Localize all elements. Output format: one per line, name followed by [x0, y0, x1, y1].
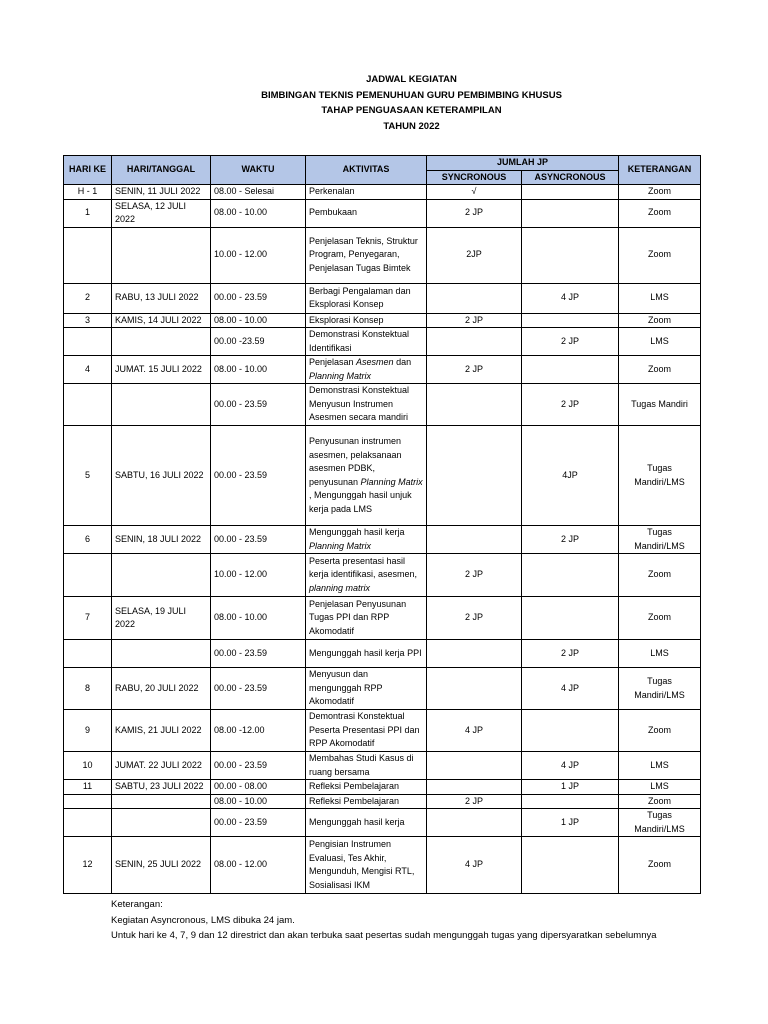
cell-keterangan: Zoom: [619, 199, 701, 227]
cell-syncronous: [427, 526, 522, 554]
cell-hari-tanggal: [112, 227, 211, 283]
cell-waktu: 00.00 - 08.00: [211, 780, 306, 795]
cell-aktivitas: Refleksi Pembelajaran: [306, 794, 427, 809]
cell-keterangan: LMS: [619, 328, 701, 356]
cell-aktivitas: Demonstrasi Konstektual Identifikasi: [306, 328, 427, 356]
table-row: [64, 794, 701, 809]
cell-keterangan: Zoom: [619, 227, 701, 283]
cell-syncronous: 2 JP: [427, 597, 522, 640]
cell-asyncronous: 1 JP: [522, 809, 619, 837]
cell-hari-ke: 4: [64, 356, 112, 384]
cell-keterangan: Zoom: [619, 837, 701, 894]
cell-hari-tanggal: KAMIS, 14 JULI 2022: [112, 313, 211, 328]
table-row: [64, 227, 701, 283]
cell-aktivitas: Refleksi Pembelajaran: [306, 780, 427, 795]
cell-keterangan: Zoom: [619, 313, 701, 328]
cell-hari-ke: [64, 384, 112, 426]
header-syncronous: SYNCRONOUS: [427, 170, 522, 185]
cell-waktu: 00.00 - 23.59: [211, 526, 306, 554]
cell-hari-ke: [64, 640, 112, 668]
cell-hari-ke: 7: [64, 597, 112, 640]
table-row: [64, 837, 701, 894]
table-row: [64, 780, 701, 795]
cell-hari-ke: 6: [64, 526, 112, 554]
cell-aktivitas: [306, 426, 427, 526]
cell-syncronous: [427, 780, 522, 795]
table-header: [64, 156, 701, 185]
cell-keterangan: Tugas Mandiri: [619, 384, 701, 426]
aktivitas-text: Planning Matrix: [309, 370, 372, 381]
cell-aktivitas: Berbagi Pengalaman dan Eksplorasi Konsep: [306, 283, 427, 313]
title-line-3: TAHAP PENGUASAAN KETERAMPILAN: [321, 105, 502, 116]
cell-waktu: 10.00 - 12.00: [211, 227, 306, 283]
cell-hari-ke: 3: [64, 313, 112, 328]
cell-hari-ke: 12: [64, 837, 112, 894]
cell-hari-ke: 10: [64, 752, 112, 780]
cell-syncronous: [427, 668, 522, 710]
header-jumlah-jp: JUMLAH JP: [427, 156, 619, 171]
cell-asyncronous: [522, 227, 619, 283]
cell-asyncronous: 4 JP: [522, 752, 619, 780]
cell-hari-ke: H - 1: [64, 185, 112, 200]
table-row: [64, 199, 701, 227]
aktivitas-text: Penjelasan: [309, 357, 357, 367]
cell-hari-tanggal: JUMAT. 15 JULI 2022: [112, 356, 211, 384]
cell-waktu: 00.00 -23.59: [211, 328, 306, 356]
cell-aktivitas: [306, 554, 427, 597]
cell-waktu: 08.00 - 10.00: [211, 356, 306, 384]
cell-keterangan: Zoom: [619, 356, 701, 384]
cell-waktu: 00.00 - 23.59: [211, 752, 306, 780]
cell-aktivitas: Menyusun dan mengunggah RPP Akomodatif: [306, 668, 427, 710]
aktivitas-text: Asesmen: [356, 357, 394, 367]
cell-hari-tanggal: SENIN, 25 JULI 2022: [112, 837, 211, 894]
table-row: [64, 752, 701, 780]
cell-aktivitas: Demontrasi Konstektual Peserta Presentasi PPI dan RPP Akomodatif: [306, 710, 427, 752]
cell-hari-tanggal: RABU, 20 JULI 2022: [112, 668, 211, 710]
cell-syncronous: [427, 426, 522, 526]
cell-waktu: 08.00 -12.00: [211, 710, 306, 752]
cell-syncronous: 2 JP: [427, 313, 522, 328]
notes-line-1: Kegiatan Asyncronous, LMS dibuka 24 jam.: [111, 914, 295, 926]
cell-keterangan: Zoom: [619, 597, 701, 640]
cell-keterangan: LMS: [619, 780, 701, 795]
cell-waktu: 08.00 - Selesai: [211, 185, 306, 200]
table-body: [64, 185, 701, 894]
cell-asyncronous: 4 JP: [522, 668, 619, 710]
cell-keterangan: Zoom: [619, 185, 701, 200]
title-line-1: JADWAL KEGIATAN: [366, 74, 457, 85]
cell-hari-ke: [64, 328, 112, 356]
cell-aktivitas: Mengunggah hasil kerja: [306, 809, 427, 837]
cell-hari-tanggal: SENIN, 18 JULI 2022: [112, 526, 211, 554]
cell-waktu: 08.00 - 10.00: [211, 794, 306, 809]
cell-asyncronous: 4JP: [522, 426, 619, 526]
cell-waktu: 08.00 - 10.00: [211, 597, 306, 640]
header-waktu: WAKTU: [211, 156, 306, 185]
table-row: [64, 426, 701, 526]
cell-hari-ke: [64, 809, 112, 837]
cell-syncronous: 2 JP: [427, 794, 522, 809]
table-row: [64, 313, 701, 328]
cell-hari-ke: 1: [64, 199, 112, 227]
cell-asyncronous: [522, 794, 619, 809]
cell-syncronous: 4 JP: [427, 837, 522, 894]
notes-label: Keterangan:: [111, 899, 163, 910]
cell-hari-ke: 11: [64, 780, 112, 795]
cell-asyncronous: 4 JP: [522, 283, 619, 313]
cell-syncronous: [427, 809, 522, 837]
cell-syncronous: [427, 752, 522, 780]
cell-asyncronous: [522, 837, 619, 894]
table-row: [64, 328, 701, 356]
cell-keterangan: Tugas Mandiri/LMS: [619, 668, 701, 710]
cell-waktu: 08.00 - 10.00: [211, 199, 306, 227]
cell-hari-tanggal: SELASA, 12 JULI 2022: [112, 199, 211, 227]
cell-asyncronous: 2 JP: [522, 328, 619, 356]
cell-hari-tanggal: SENIN, 11 JULI 2022: [112, 185, 211, 200]
cell-hari-tanggal: [112, 640, 211, 668]
title-line-4: TAHUN 2022: [383, 120, 440, 132]
cell-waktu: 00.00 - 23.59: [211, 809, 306, 837]
table-row: [64, 640, 701, 668]
aktivitas-text: planning matrix: [309, 582, 371, 593]
cell-waktu: 00.00 - 23.59: [211, 426, 306, 526]
cell-asyncronous: [522, 313, 619, 328]
cell-waktu: 00.00 - 23.59: [211, 384, 306, 426]
cell-syncronous: [427, 283, 522, 313]
cell-syncronous: [427, 328, 522, 356]
cell-keterangan: Tugas Mandiri/LMS: [619, 809, 701, 837]
cell-asyncronous: [522, 185, 619, 200]
cell-hari-tanggal: [112, 384, 211, 426]
aktivitas-text: Penyusunan instrumen asesmen, pelaksanaan asesmen PDBK, penyusunan: [309, 436, 402, 487]
cell-asyncronous: [522, 597, 619, 640]
cell-asyncronous: [522, 710, 619, 752]
table-row: [64, 554, 701, 597]
cell-hari-tanggal: JUMAT. 22 JULI 2022: [112, 752, 211, 780]
cell-waktu: 10.00 - 12.00: [211, 554, 306, 597]
cell-waktu: 08.00 - 10.00: [211, 313, 306, 328]
table-row: [64, 356, 701, 384]
cell-asyncronous: 2 JP: [522, 526, 619, 554]
cell-hari-tanggal: [112, 328, 211, 356]
cell-hari-ke: [64, 227, 112, 283]
cell-asyncronous: [522, 554, 619, 597]
header-hari-ke: HARI KE: [64, 156, 112, 185]
cell-hari-ke: 5: [64, 426, 112, 526]
cell-asyncronous: 2 JP: [522, 640, 619, 668]
cell-keterangan: LMS: [619, 283, 701, 313]
cell-aktivitas: [306, 356, 427, 384]
aktivitas-text: dan: [393, 357, 412, 367]
cell-keterangan: Tugas Mandiri/LMS: [619, 526, 701, 554]
cell-syncronous: [427, 640, 522, 668]
table-row: [64, 710, 701, 752]
cell-syncronous: 2JP: [427, 227, 522, 283]
cell-syncronous: 2 JP: [427, 199, 522, 227]
cell-syncronous: 2 JP: [427, 554, 522, 597]
table-row: [64, 185, 701, 200]
header-hari-tanggal: HARI/TANGGAL: [112, 156, 211, 185]
cell-waktu: 08.00 - 12.00: [211, 837, 306, 894]
cell-asyncronous: [522, 356, 619, 384]
notes-line-2: Untuk hari ke 4, 7, 9 dan 12 direstrict dan akan terbuka saat pesertas sudah mengunggah tugas yang dipersyaratkan sebelumnya: [111, 930, 657, 941]
cell-hari-tanggal: SELASA, 19 JULI 2022: [112, 597, 211, 640]
cell-hari-ke: 9: [64, 710, 112, 752]
aktivitas-text: Planning Matrix: [309, 540, 372, 551]
table-row: [64, 384, 701, 426]
aktivitas-text: Peserta presentasi hasil kerja identifikasi, asesmen,: [309, 555, 418, 580]
cell-asyncronous: 1 JP: [522, 780, 619, 795]
cell-hari-tanggal: [112, 809, 211, 837]
cell-hari-ke: [64, 794, 112, 809]
cell-keterangan: LMS: [619, 640, 701, 668]
cell-aktivitas: Pengisian Instrumen Evaluasi, Tes Akhir, Mengunduh, Mengisi RTL, Sosialisasi IKM: [306, 837, 427, 894]
cell-aktivitas: Eksplorasi Konsep: [306, 313, 427, 328]
aktivitas-text: Mengunggah hasil kerja: [309, 527, 405, 537]
schedule-table: [63, 155, 701, 894]
cell-hari-ke: 8: [64, 668, 112, 710]
table-row: [64, 283, 701, 313]
cell-syncronous: 4 JP: [427, 710, 522, 752]
cell-keterangan: LMS: [619, 752, 701, 780]
cell-aktivitas: Penjelasan Penyusunan Tugas PPI dan RPP Akomodatif: [306, 597, 427, 640]
cell-aktivitas: [306, 526, 427, 554]
cell-hari-ke: [64, 554, 112, 597]
cell-hari-tanggal: SABTU, 16 JULI 2022: [112, 426, 211, 526]
cell-waktu: 00.00 - 23.59: [211, 668, 306, 710]
aktivitas-text: , Mengunggah hasil unjuk kerja pada LMS: [309, 490, 412, 514]
notes-section: [111, 897, 657, 944]
cell-aktivitas: Mengunggah hasil kerja PPI: [306, 640, 427, 668]
cell-syncronous: √: [427, 185, 522, 200]
document-title: [0, 72, 768, 134]
cell-syncronous: 2 JP: [427, 356, 522, 384]
cell-asyncronous: 2 JP: [522, 384, 619, 426]
cell-aktivitas: Pembukaan: [306, 199, 427, 227]
cell-aktivitas: Membahas Studi Kasus di ruang bersama: [306, 752, 427, 780]
cell-keterangan: Zoom: [619, 554, 701, 597]
table-row: [64, 809, 701, 837]
cell-aktivitas: Demonstrasi Konstektual Menyusun Instrumen Asesmen secara mandiri: [306, 384, 427, 426]
cell-keterangan: Zoom: [619, 794, 701, 809]
header-keterangan: KETERANGAN: [619, 156, 701, 185]
table-row: [64, 526, 701, 554]
title-line-2: BIMBINGAN TEKNIS PEMENUHUAN GURU PEMBIMBING KHUSUS: [261, 89, 562, 101]
cell-waktu: 00.00 - 23.59: [211, 283, 306, 313]
cell-hari-tanggal: [112, 554, 211, 597]
table-row: [64, 668, 701, 710]
cell-aktivitas: Perkenalan: [306, 185, 427, 200]
cell-hari-ke: 2: [64, 283, 112, 313]
cell-keterangan: Tugas Mandiri/LMS: [619, 426, 701, 526]
aktivitas-text: Planning Matrix: [360, 476, 423, 487]
header-aktivitas: AKTIVITAS: [306, 156, 427, 185]
cell-asyncronous: [522, 199, 619, 227]
cell-aktivitas: Penjelasan Teknis, Struktur Program, Penyegaran, Penjelasan Tugas Bimtek: [306, 227, 427, 283]
cell-keterangan: Zoom: [619, 710, 701, 752]
cell-hari-tanggal: RABU, 13 JULI 2022: [112, 283, 211, 313]
cell-syncronous: [427, 384, 522, 426]
header-asyncronous: ASYNCRONOUS: [522, 170, 619, 185]
cell-hari-tanggal: SABTU, 23 JULI 2022: [112, 780, 211, 795]
cell-hari-tanggal: [112, 794, 211, 809]
cell-waktu: 00.00 - 23.59: [211, 640, 306, 668]
cell-hari-tanggal: KAMIS, 21 JULI 2022: [112, 710, 211, 752]
table-row: [64, 597, 701, 640]
